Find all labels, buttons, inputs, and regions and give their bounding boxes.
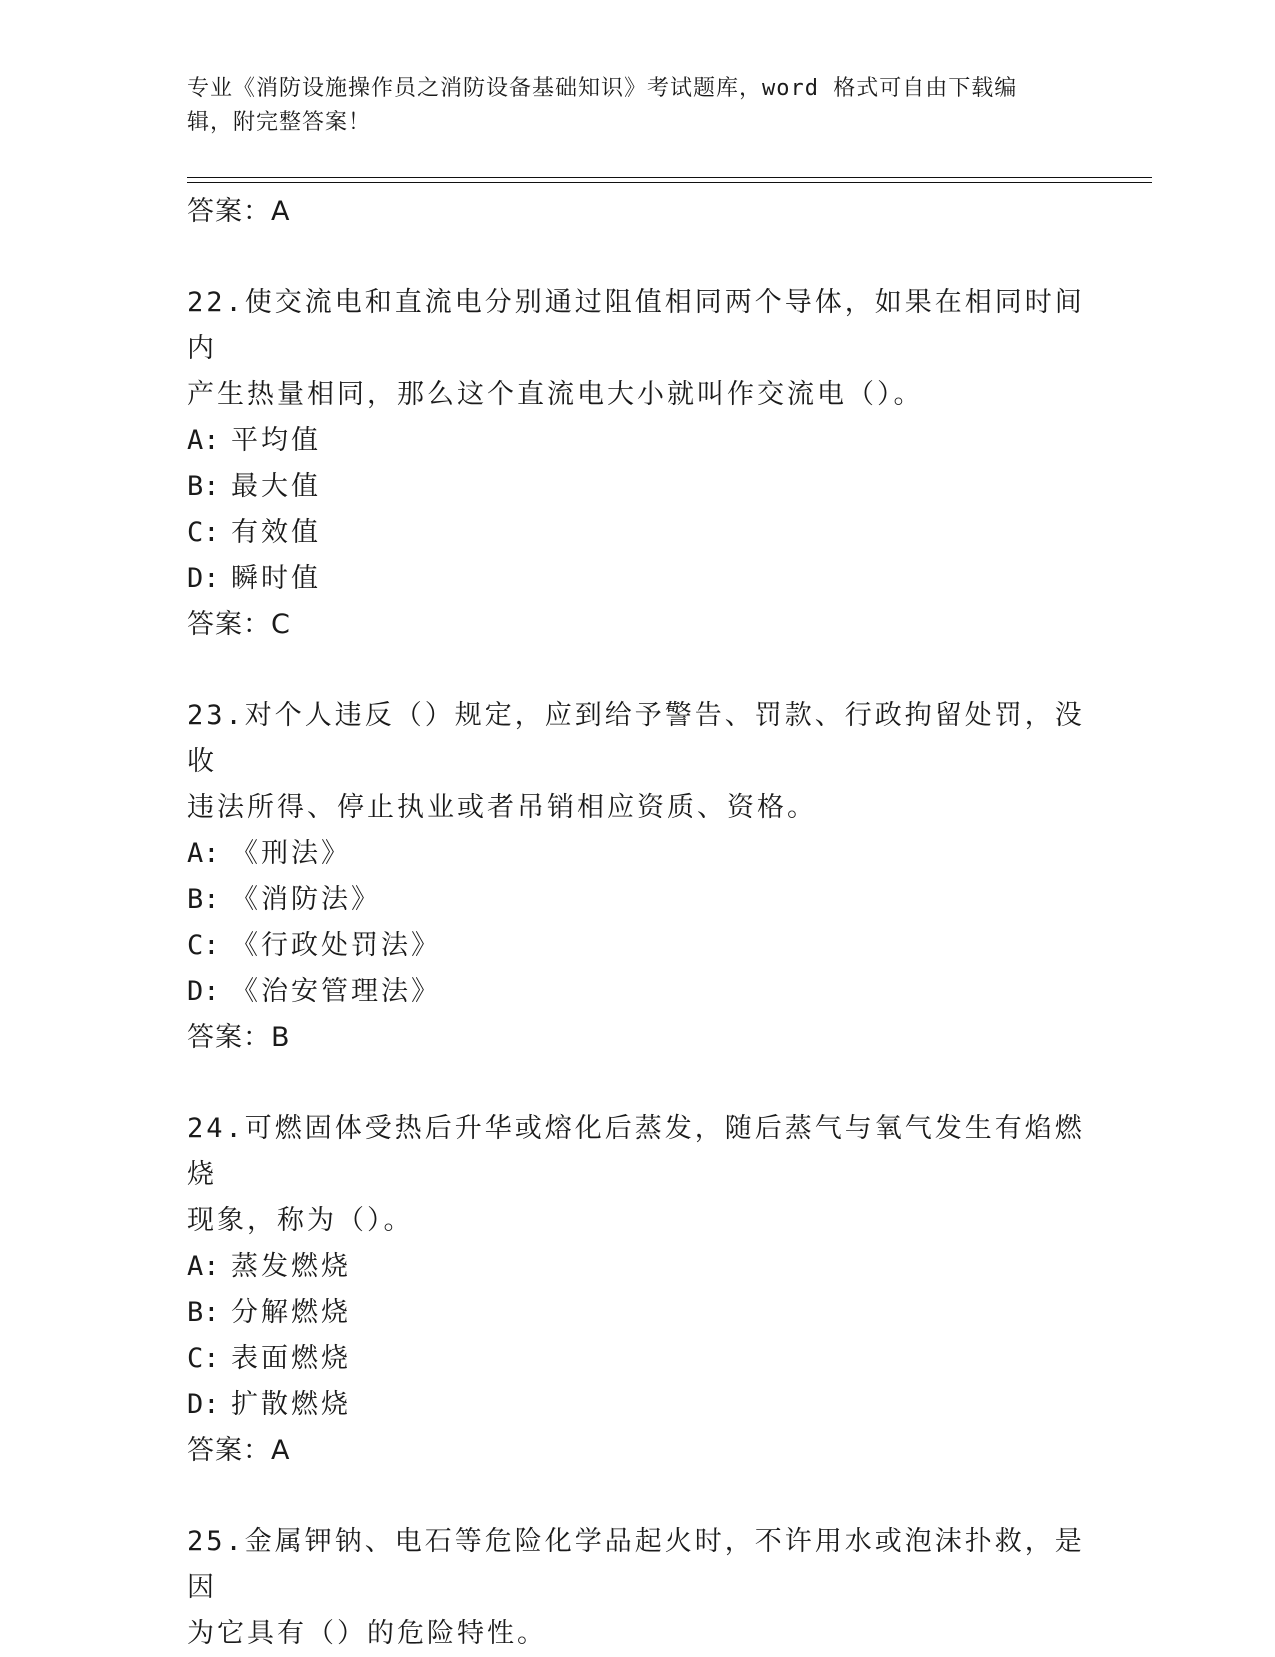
answer-line: 答案：A (187, 1435, 291, 1466)
option-b (187, 877, 1087, 923)
question-24 (187, 1106, 1087, 1474)
option-text: 平均值 (231, 425, 321, 456)
question-22 (187, 280, 1087, 648)
option-text: 《治安管理法》 (231, 976, 441, 1007)
question-text: 现象，称为（）。 (187, 1205, 414, 1236)
question-text: 违法所得、停止执业或者吊销相应资质、资格。 (187, 792, 817, 823)
option-letter: D: (187, 1389, 220, 1420)
option-d (187, 556, 1087, 602)
option-letter: B: (187, 1297, 220, 1328)
header-line-1: 专业《消防设施操作员之消防设备基础知识》考试题库，word 格式可自由下载编 (187, 76, 1018, 101)
option-text: 《刑法》 (231, 838, 351, 869)
option-b (187, 464, 1087, 510)
option-letter: C: (187, 517, 220, 548)
option-letter: B: (187, 884, 220, 915)
option-text: 蒸发燃烧 (231, 1251, 351, 1282)
option-text: 有效值 (231, 517, 321, 548)
option-a (187, 418, 1087, 464)
option-letter: D: (187, 976, 220, 1007)
option-letter: A: (187, 425, 220, 456)
header-divider-top (187, 177, 1152, 178)
option-c (187, 510, 1087, 556)
option-text: 最大值 (231, 471, 321, 502)
option-text: 瞬时值 (231, 563, 321, 594)
option-text: 《消防法》 (231, 884, 381, 915)
option-text: 分解燃烧 (231, 1297, 351, 1328)
answer-line: 答案：A (187, 196, 291, 227)
question-text: 产生热量相同，那么这个直流电大小就叫作交流电（）。 (187, 379, 924, 410)
option-text: 扩散燃烧 (231, 1389, 351, 1420)
question-text: 25.金属钾钠、电石等危险化学品起火时，不许用水或泡沫扑救，是因 (187, 1526, 1085, 1603)
header-divider-bottom (187, 182, 1152, 183)
option-text: 表面燃烧 (231, 1343, 351, 1374)
option-a (187, 831, 1087, 877)
option-letter: D: (187, 563, 220, 594)
option-letter: A: (187, 1251, 220, 1282)
question-23 (187, 693, 1087, 1061)
option-d (187, 1382, 1087, 1428)
option-a (187, 1244, 1087, 1290)
option-letter: B: (187, 471, 220, 502)
question-text: 23.对个人违反（）规定，应到给予警告、罚款、行政拘留处罚，没收 (187, 700, 1085, 777)
answer-line: 答案：C (187, 609, 291, 640)
header-line-2: 辑，附完整答案！ (187, 110, 372, 135)
option-text: 《行政处罚法》 (231, 930, 441, 961)
question-25 (187, 1519, 1087, 1657)
document-body (187, 189, 1087, 1657)
question-text: 24.可燃固体受热后升华或熔化后蒸发，随后蒸气与氧气发生有焰燃烧 (187, 1113, 1085, 1190)
option-c (187, 1336, 1087, 1382)
option-letter: C: (187, 1343, 220, 1374)
document-header (187, 72, 1087, 140)
option-b (187, 1290, 1087, 1336)
option-letter: C: (187, 930, 220, 961)
question-text: 22.使交流电和直流电分别通过阻值相同两个导体，如果在相同时间内 (187, 287, 1085, 364)
option-c (187, 923, 1087, 969)
option-letter: A: (187, 838, 220, 869)
question-text: 为它具有（）的危险特性。 (187, 1618, 547, 1649)
option-d (187, 969, 1087, 1015)
answer-line: 答案：B (187, 1022, 291, 1053)
